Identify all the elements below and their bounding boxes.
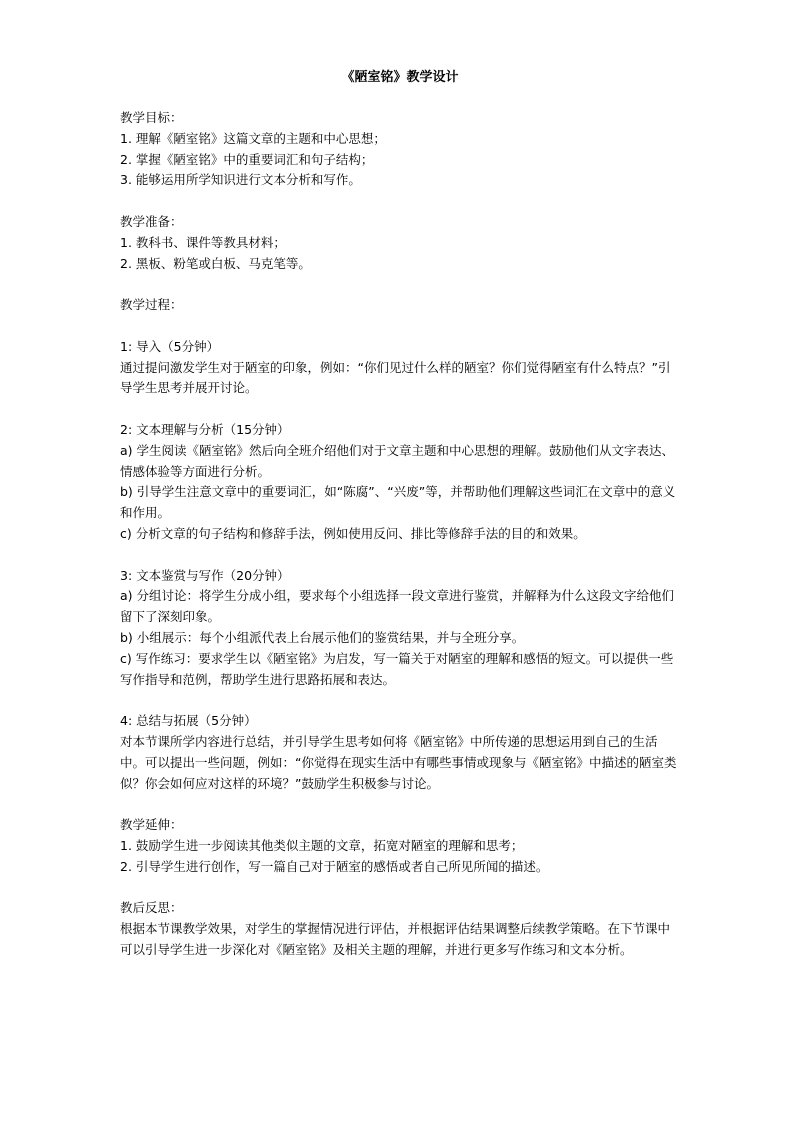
preparation-item: 2. 黑板、粉笔或白板、马克笔等。	[120, 255, 311, 271]
process-step-4	[120, 711, 680, 794]
objective-item: 3. 能够运用所学知识进行文本分析和写作。	[120, 172, 361, 188]
step-paragraph: c) 写作练习：要求学生以《陋室铭》为启发，写一篇关于对陋室的理解和感悟的短文。可以提供一些写作指导和范例，帮助学生进行思路拓展和表达。	[120, 650, 674, 687]
preparation-heading: 教学准备：	[120, 213, 183, 229]
step-title: 1: 导入（5分钟）	[120, 338, 220, 354]
step-title: 4: 总结与拓展（5分钟）	[120, 713, 257, 729]
step-paragraph: 对本节课所学内容进行总结，并引导学生思考如何将《陋室铭》中所传递的思想运用到自己的生活中。可以提出一些问题，例如：“你觉得在现实生活中有哪些事情或现象与《陋室铭》中描述的陋室类似？你会如何应对这样的环境？”鼓励学生积极参与讨论。	[120, 733, 677, 791]
objective-item: 1. 理解《陋室铭》这篇文章的主题和中心思想；	[120, 130, 386, 146]
process-heading-section	[120, 295, 680, 316]
document-title: 《陋室铭》教学设计	[341, 70, 459, 85]
extension-heading: 教学延伸：	[120, 817, 183, 833]
process-heading: 教学过程：	[120, 297, 183, 313]
step-paragraph: c) 分析文章的句子结构和修辞手法，例如使用反问、排比等修辞手法的目的和效果。	[120, 525, 586, 541]
extension-item: 2. 引导学生进行创作，写一篇自己对于陋室的感悟或者自己所见所闻的描述。	[120, 858, 549, 874]
step-paragraph: b) 引导学生注意文章中的重要词汇，如“陈腐”、“兴废”等，并帮助他们理解这些词汇在文章中的意义和作用。	[120, 484, 676, 521]
preparation-section	[120, 212, 680, 274]
extension-section	[120, 815, 680, 877]
process-step-2	[120, 420, 680, 545]
step-paragraph: a) 分组讨论：将学生分成小组，要求每个小组选择一段文章进行鉴赏，并解释为什么这段文字给他们留下了深刻印象。	[120, 588, 675, 625]
step-title: 2: 文本理解与分析（15分钟）	[120, 421, 290, 437]
document-page	[120, 68, 680, 981]
step-paragraph: b) 小组展示：每个小组派代表上台展示他们的鉴赏结果，并与全班分享。	[120, 629, 525, 645]
preparation-item: 1. 教科书、课件等教具材料；	[120, 234, 286, 250]
extension-item: 1. 鼓励学生进一步阅读其他类似主题的文章，拓宽对陋室的理解和思考；	[120, 837, 524, 853]
objectives-heading: 教学目标：	[120, 110, 183, 125]
reflection-paragraph: 根据本节课教学效果，对学生的掌握情况进行评估，并根据评估结果调整后续教学策略。在下节课中可以引导学生进一步深化对《陋室铭》及相关主题的理解，并进行更多写作练习和文本分析。	[120, 921, 671, 957]
step-paragraph: 通过提问激发学生对于陋室的印象，例如：“你们见过什么样的陋室？你们觉得陋室有什么特点？”引导学生思考并展开讨论。	[120, 359, 671, 396]
step-paragraph: a) 学生阅读《陋室铭》然后向全班介绍他们对于文章主题和中心思想的理解。鼓励他们从文字表达、情感体验等方面进行分析。	[120, 442, 675, 479]
step-title: 3: 文本鉴赏与写作（20分钟）	[120, 567, 290, 583]
objective-item: 2. 掌握《陋室铭》中的重要词汇和句子结构；	[120, 151, 374, 167]
process-step-1	[120, 337, 680, 399]
process-step-3	[120, 566, 680, 691]
reflection-section	[120, 898, 680, 960]
reflection-heading: 教后反思：	[120, 900, 183, 916]
objectives-section	[120, 108, 680, 191]
